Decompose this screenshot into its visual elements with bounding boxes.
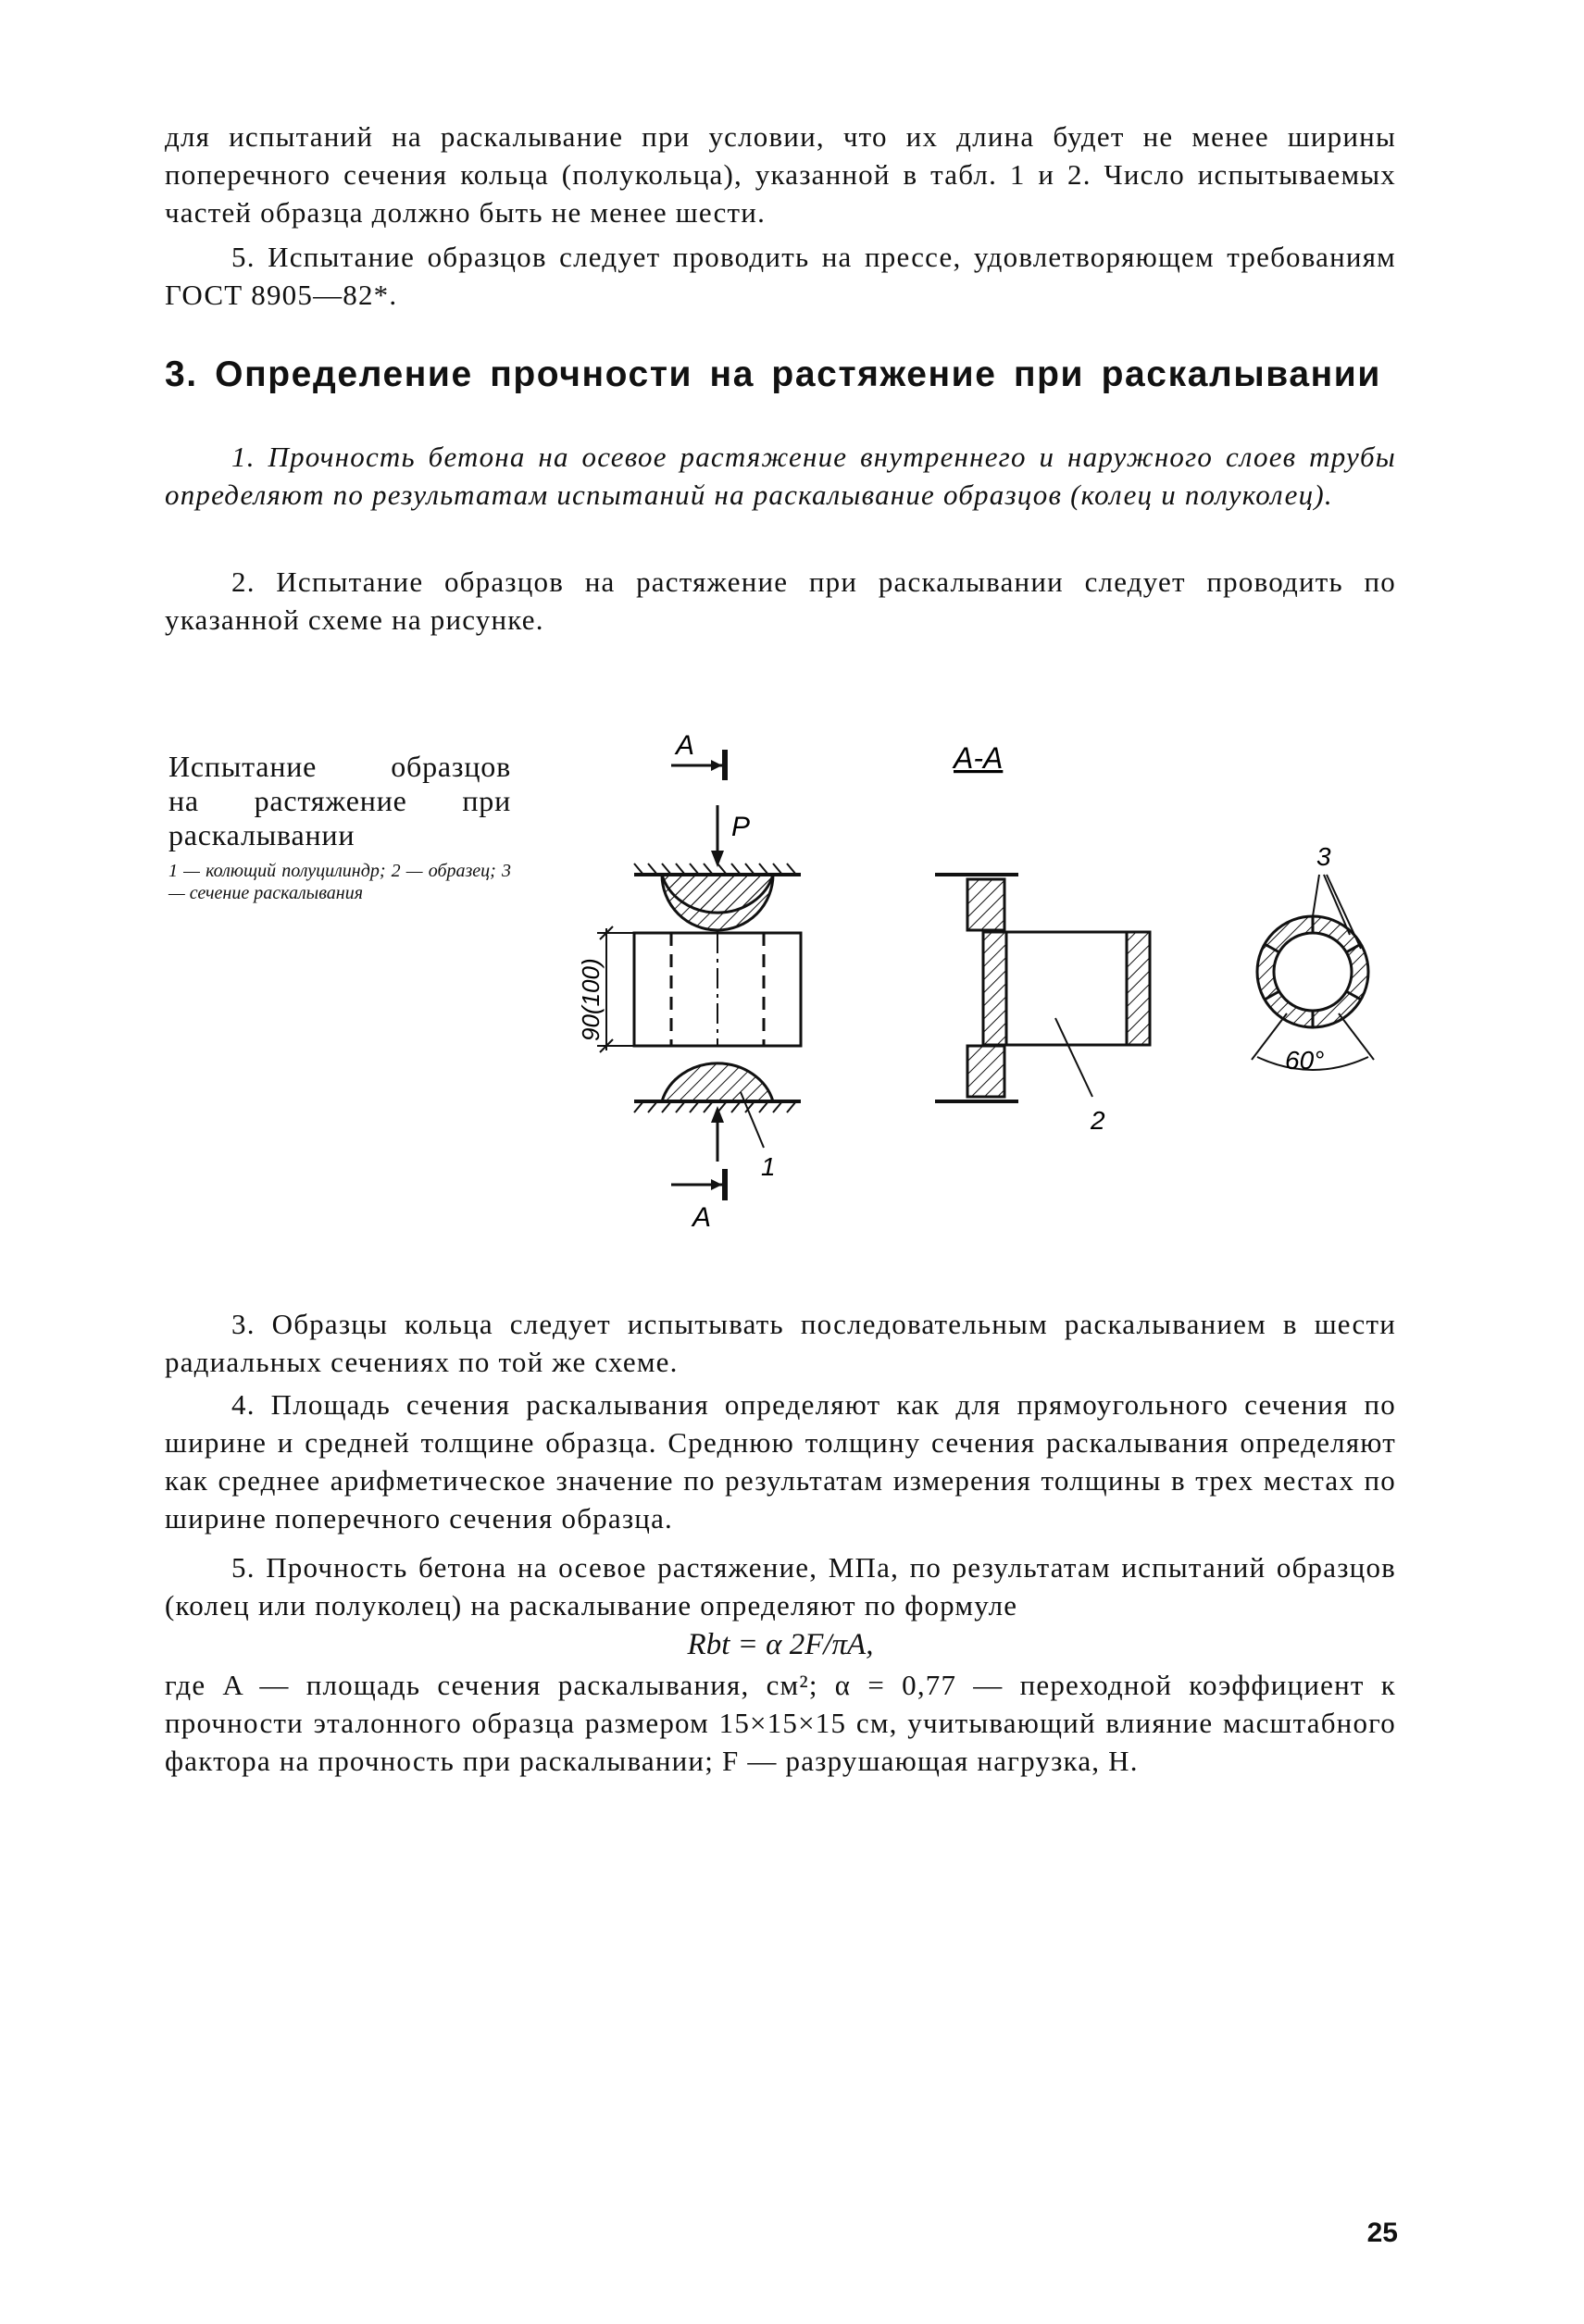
item-1-text: 1. Прочность бетона на осевое растяжение внутреннего и наружного слоев трубы определяют по результатам испытаний на раскалывание образцов (колец и полуколец). [165, 441, 1396, 511]
item-2-paragraph: 2. Испытание образцов на растяжение при раскалывании следует проводить по указанной схеме на рисунке. [165, 565, 1396, 636]
callout-1 [741, 1092, 776, 1181]
callout-1-label: 1 [761, 1152, 776, 1181]
section-letter-bottom: А [692, 1202, 712, 1233]
dimension-label: 90(100) [577, 958, 605, 1041]
section-view [935, 741, 1150, 1135]
figure-caption [168, 750, 511, 904]
dimension-height [577, 926, 634, 1052]
section-view-label: А-А [954, 741, 1004, 775]
reaction-arrow [711, 1106, 724, 1162]
force-label: P [731, 812, 751, 842]
callout-3-label: 3 [1316, 842, 1331, 871]
caption-line-2: на растяжение при [168, 784, 511, 817]
splitting-test-diagram [555, 727, 1407, 1245]
item-4-paragraph: 4. Площадь сечения раскалывания определяют как для прямоугольного сечения по ширине и средней толщине образца. Среднюю толщину сечения раскалывания определяют как среднее арифметическое значение по результатам измерения толщины в трех местах по ширине поперечного сечения образца. [165, 1388, 1396, 1535]
item-5-paragraph: 5. Прочность бетона на осевое растяжение, МПа, по результатам испытаний образцов (колец или полуколец) на раскалывание определяют по формуле [165, 1551, 1396, 1622]
item-1-paragraph [165, 438, 1396, 514]
caption-legend: 1 — колющий полуцилиндр; 2 — образец; 3 — сечение раскалывания [168, 861, 511, 903]
section-letter-top: А [676, 730, 695, 761]
item-3-paragraph: 3. Образцы кольца следует испытывать последовательным раскалыванием в шести радиальных сечениях по той же схеме. [165, 1308, 1396, 1378]
page-number: 25 [1366, 2218, 1398, 2248]
callout-2-label: 2 [1091, 1106, 1105, 1135]
item-5-press: 5. Испытание образцов следует проводить на прессе, удовлетворяющем требованиям ГОСТ 8905—82*. [165, 241, 1396, 311]
caption-title [168, 750, 511, 852]
intro-paragraph: для испытаний на раскалывание при условии, что их длина будет не менее ширины поперечного сечения кольца (полукольца), указанной в табл. 1 и 2. Число испытываемых частей образца должно быть не менее шести. [165, 120, 1396, 229]
ring-plan-view [1252, 842, 1374, 1075]
section-heading: 3. Определение прочности на растяжение при раскалывании [165, 354, 1381, 394]
angle-label: 60° [1285, 1046, 1325, 1075]
section-mark-bottom [671, 1169, 725, 1233]
bottom-half-cylinder [662, 1063, 773, 1101]
caption-line-1: Испытание образцов [168, 750, 511, 783]
caption-line-3: раскалывании [168, 818, 355, 851]
formula: Rbt = α 2F/πA, [687, 1628, 874, 1661]
section-mark-top [671, 730, 725, 780]
formula-explanation: где A — площадь сечения раскалывания, см²; α = 0,77 — переходной коэффициент к прочности эталонного образца размером 15×15×15 см, учитывающий влияние масштабного фактора на прочность при раскалывании; F — разрушающая нагрузка, Н. [165, 1669, 1396, 1777]
force-arrow [711, 805, 750, 867]
specimen-side-view [634, 933, 801, 1046]
